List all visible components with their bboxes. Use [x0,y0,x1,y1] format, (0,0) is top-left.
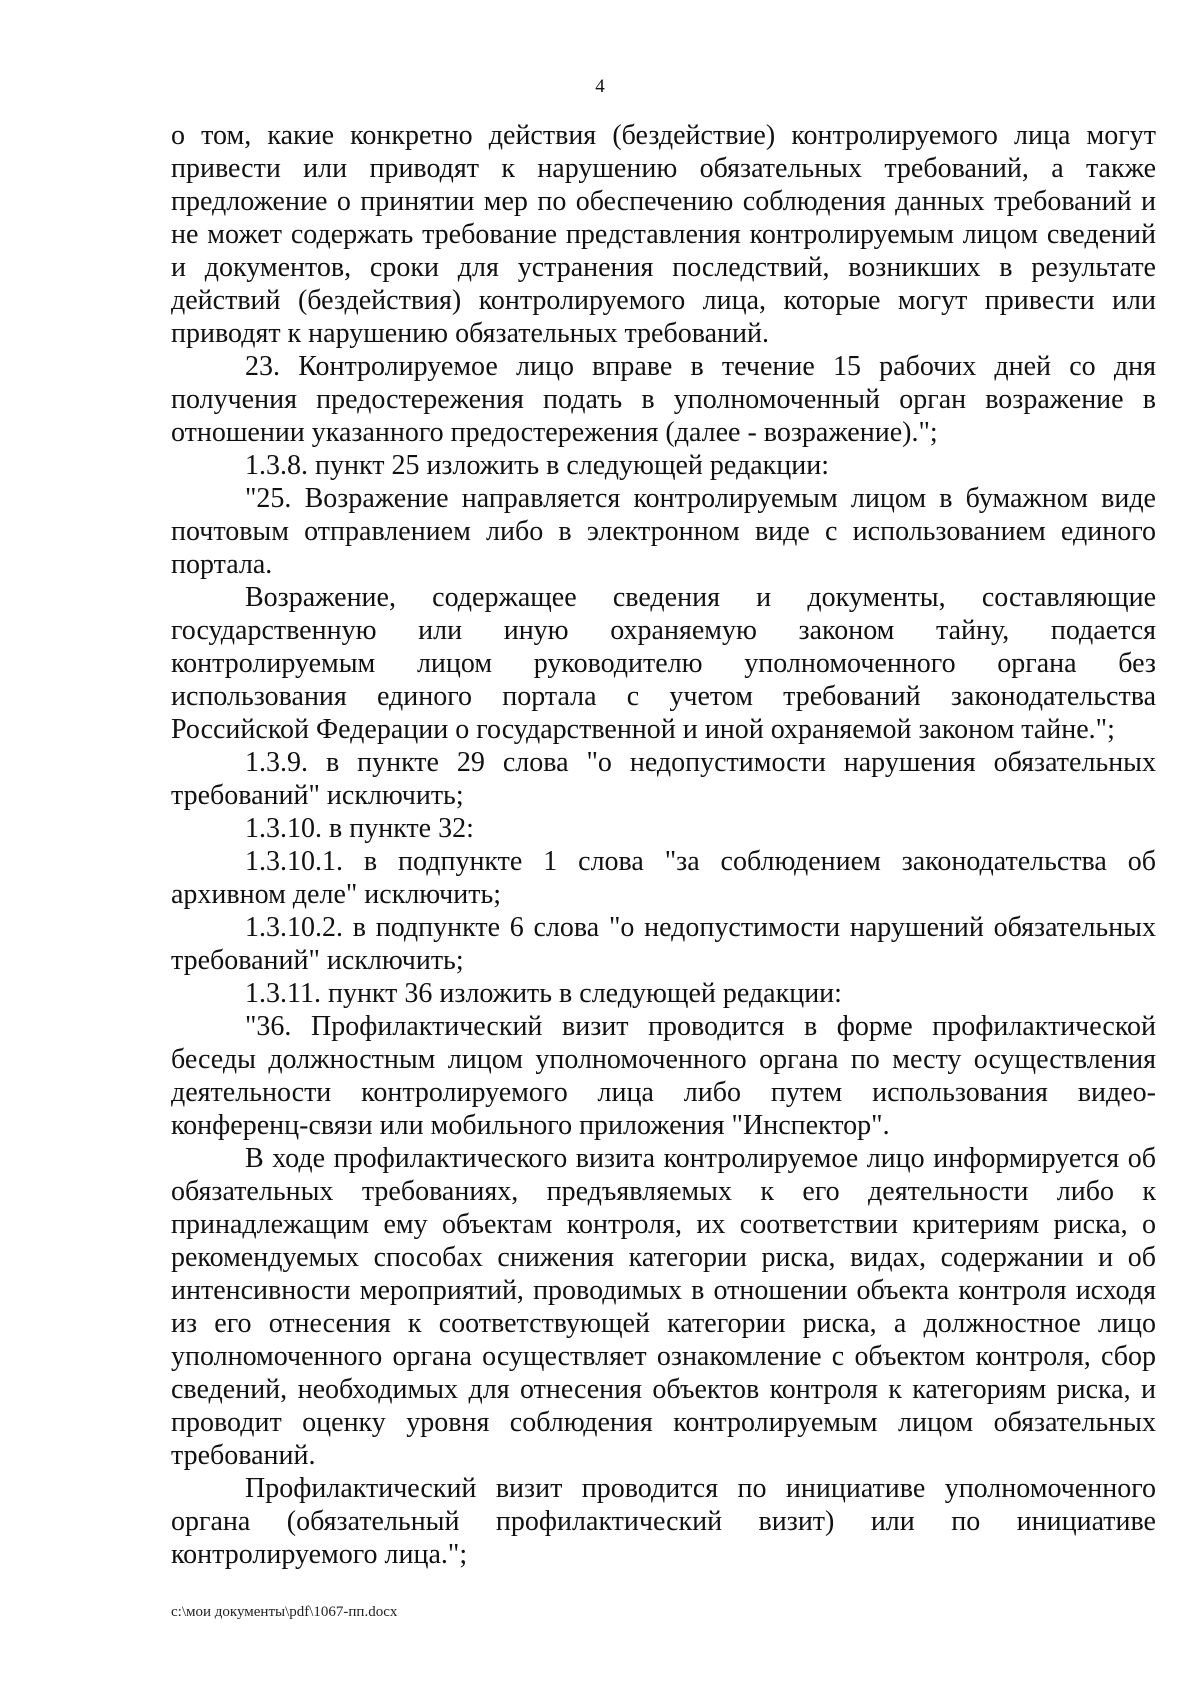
file-path-footer: c:\мои документы\pdf\1067-пп.docx [171,1604,398,1620]
paragraph-item-36: "36. Профилактический визит проводится в форме профилактической беседы должностным лицом уполномоченного органа по месту осуществления деятельности контролируемого лица либо путем использования видео-конференц-связи или мобильного приложения "Инспектор". [171,1011,1156,1141]
paragraph-item-1-3-10-2: 1.3.10.2. в подпункте 6 слова "о недопустимости нарушений обязательных требований" исключить; [171,912,1156,976]
paragraph-item-23: 23. Контролируемое лицо вправе в течение 15 рабочих дней со дня получения предостережения подать в уполномоченный орган возражение в отношении указанного предостережения (далее - возражение)."; [171,351,1156,448]
paragraph: о том, какие конкретно действия (бездействие) контролируемого лица могут привести или приводят к нарушению обязательных требований, а также предложение о принятии мер по обеспечению соблюдения данных требований и не может содержать требование представления контролируемым лицом сведений и документов, сроки для устранения последствий, возникших в результате действий (бездействия) контролируемого лица, которые могут привести или приводят к нарушению обязательных требований. [171,120,1156,349]
paragraph-item-1-3-10-1: 1.3.10.1. в подпункте 1 слова "за соблюдением законодательства об архивном деле" исключить; [171,846,1156,910]
paragraph: В ходе профилактического визита контролируемое лицо информируется об обязательных требованиях, предъявляемых к его деятельности либо к принадлежащим ему объектам контроля, их соответствии критериям риска, о рекомендуемых способах снижения категории риска, видах, содержании и об интенсивности мероприятий, проводимых в отношении объекта контроля исходя из его отнесения к соответствующей категории риска, а должностное лицо уполномоченного органа осуществляет ознакомление с объектом контроля, сбор сведений, необходимых для отнесения объектов контроля к категориям риска, и проводит оценку уровня соблюдения контролируемым лицом обязательных требований. [171,1143,1156,1471]
paragraph: Возражение, содержащее сведения и документы, составляющие государственную или иную охраняемую законом тайну, подается контролируемым лицом руководителю уполномоченного органа без использования единого портала с учетом требований законодательства Российской Федерации о государственной и иной охраняемой законом тайне."; [171,582,1156,745]
paragraph-item-25: "25. Возражение направляется контролируемым лицом в бумажном виде почтовым отправлением либо в электронном виде с использованием единого портала. [171,483,1156,580]
paragraph-item-1-3-11: 1.3.11. пункт 36 изложить в следующей редакции: [245,978,842,1009]
paragraph-item-1-3-10: 1.3.10. в пункте 32: [245,813,474,844]
document-body [171,119,1156,1571]
paragraph: Профилактический визит проводится по инициативе уполномоченного органа (обязательный профилактический визит) или по инициативе контролируемого лица."; [171,1473,1156,1570]
paragraph-item-1-3-8: 1.3.8. пункт 25 изложить в следующей редакции: [245,450,829,481]
paragraph-item-1-3-9: 1.3.9. в пункте 29 слова "о недопустимости нарушения обязательных требований" исключить; [171,747,1156,811]
page-number: 4 [595,76,605,97]
